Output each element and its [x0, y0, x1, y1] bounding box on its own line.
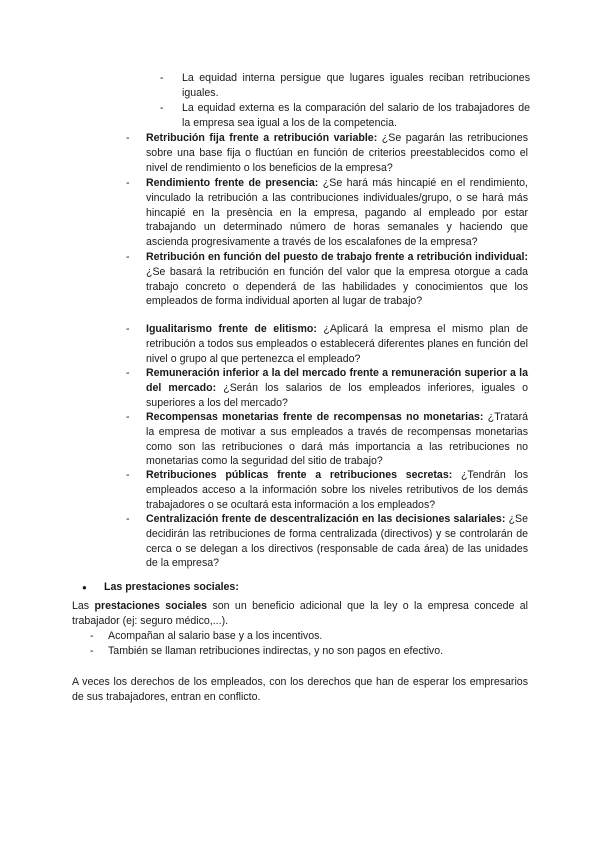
- dash-marker: -: [126, 251, 130, 263]
- list-item-title: Igualitarismo frente de elitismo:: [146, 323, 317, 335]
- list-item-title: Retribución fija frente a retribución variable:: [146, 132, 378, 144]
- dash-list-item: [90, 644, 530, 659]
- list-item-title: Retribución en función del puesto de trabajo frente a retribución individual:: [146, 251, 528, 263]
- list-item-text: ¿Tendrán los empleados acceso a la información sobre los niveles retributivos de los demás trabajadores o se ocultará esta información a los empleados?: [146, 469, 528, 511]
- sub-list-item-text: La equidad externa es la comparación del salario de los trabajadores de la empresa sea igual a los de la competencia.: [182, 102, 530, 129]
- dash-list-item: [90, 629, 530, 644]
- list-item-title: Retribuciones públicas frente a retribuciones secretas:: [146, 469, 453, 481]
- list-item-text: ¿Se pagarán las retribuciones sobre una base fija o fluctúan en función de criterios preestablecidos como el nivel de rendimiento o los beneficios de la empresa?: [146, 132, 529, 174]
- dash-marker: -: [126, 132, 130, 144]
- list-item: [126, 366, 528, 410]
- intro-post: son un beneficio adicional que la ley o la empresa concede al trabajador (ej: seguro médico,...).: [72, 600, 528, 627]
- sub-list-item-text: La equidad interna persigue que lugares iguales reciban retribuciones iguales.: [182, 72, 530, 99]
- dash-marker: -: [126, 367, 130, 379]
- list-item-title: Remuneración inferior a la del mercado frente a remuneración superior a la del mercado:: [146, 367, 528, 394]
- list-item-text: ¿Se hará más hincapié en el rendimiento, vinculado la retribución a las contribuciones individuales/grupo, o se hará más hincapié en la presència en la empresa, pagando al empleado por estar trabajando un determinado número de horas semanales y haciendo que ascienda progresivamente a través de los escalafones de la empresa?: [146, 177, 528, 249]
- list-item: [126, 176, 528, 250]
- dash-marker: -: [90, 630, 94, 642]
- dash-list-item-text: Acompañan al salario base y a los incentivos.: [108, 630, 323, 642]
- dash-marker: -: [160, 102, 164, 114]
- dash-marker: -: [90, 645, 94, 657]
- list-item-text: ¿Serán los salarios de los empleados inferiores, iguales o superiores a los del mercado?: [146, 381, 529, 409]
- intro-paragraph: [72, 599, 528, 629]
- sub-list-item: [162, 101, 530, 131]
- list-item: [126, 250, 528, 309]
- list-item: [126, 131, 528, 175]
- list-item-text: ¿Se basará la retribución en función del valor que la empresa otorgue a cada trabajo concreto o dependerá de las habilidades y conocimientos que los empleados de forma individual aporten al lugar de trabajo?: [146, 265, 528, 308]
- dash-marker: -: [126, 469, 130, 481]
- list-item-text: ¿Se decidirán las retribuciones de forma centralizada (directivos) y se controlarán de cerca o se delegan a los directivos (responsable de cada área) de las unidades de la empresa?: [146, 513, 529, 570]
- dash-marker: -: [160, 72, 164, 84]
- list-item-title: Rendimiento frente de presencia:: [146, 177, 319, 189]
- list-item: [126, 410, 528, 469]
- section-title: Las prestaciones sociales:: [104, 581, 239, 593]
- dash-marker: -: [126, 411, 130, 423]
- intro-pre: Las: [72, 600, 95, 612]
- bullet-icon: ●: [82, 583, 87, 592]
- list-item-title: Centralización frente de descentralización en las decisiones salariales:: [146, 513, 506, 525]
- closing-paragraph: A veces los derechos de los empleados, con los derechos que han de esperar los empresarios de sus trabajadores, entran en conflicto.: [72, 676, 528, 703]
- list-item-text: ¿Tratará la empresa de motivar a sus empleados a través de recompensas monetarias como son las retribuciones o dará más importancia a las retribuciones no monetarias como la seguridad del sitio de trabajo?: [146, 411, 528, 468]
- list-item: [126, 322, 528, 366]
- list-item: [126, 512, 528, 571]
- dash-marker: -: [126, 177, 130, 189]
- dash-marker: -: [126, 323, 130, 335]
- sub-list-item: [162, 71, 530, 101]
- list-item: [126, 468, 528, 512]
- list-item-text: ¿Aplicará la empresa el mismo plan de retribución a todos sus empleados o establecerá diferentes planes en función del nivel o grupo al que pertenezca el empleado?: [146, 323, 529, 365]
- intro-bold-term: prestaciones sociales: [94, 600, 208, 612]
- list-item-title: Recompensas monetarias frente de recompensas no monetarias:: [146, 411, 484, 423]
- section-heading: [82, 580, 239, 595]
- dash-marker: -: [126, 513, 130, 525]
- dash-list-item-text: También se llaman retribuciones indirectas, y no son pagos en efectivo.: [108, 645, 444, 657]
